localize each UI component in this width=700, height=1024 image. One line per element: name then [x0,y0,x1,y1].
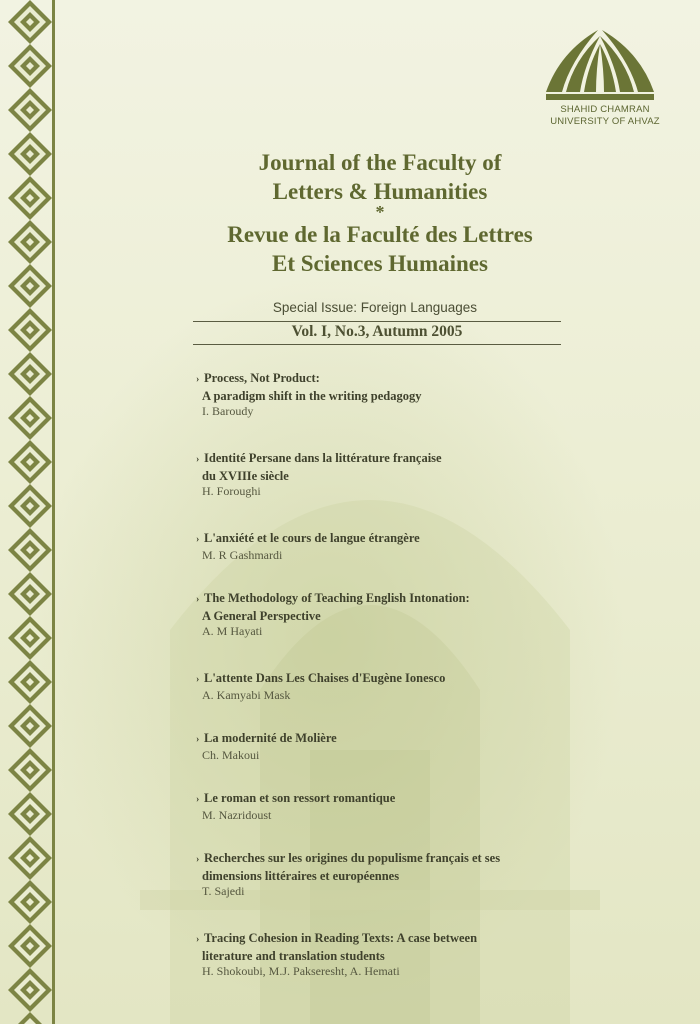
entry-title-line [196,590,616,608]
entry-author: T. Sajedi [202,884,245,898]
entry-title: Tracing Cohesion in Reading Texts: A case between [204,931,478,945]
entry-author: M. Nazridoust [202,808,272,822]
diamond-border-decoration [0,0,60,1024]
title-english-line1: Journal of the Faculty of [258,150,502,175]
chevron-right-icon: › [196,534,200,545]
entry-title: L'attente Dans Les Chaises d'Eugène Ionesco [204,671,446,685]
entry-author: H. Shokoubi, M.J. Pakseresht, A. Hemati [202,964,400,978]
entry-title: Recherches sur les origines du populisme français et ses [204,851,501,865]
chevron-right-icon: › [196,854,200,865]
contents-entry [196,450,616,499]
entry-author: Ch. Makoui [202,748,260,762]
entry-title: La modernité de Molière [204,731,337,745]
entry-title-line [196,670,616,688]
contents-entry [196,530,616,563]
special-issue-label: Special Issue: Foreign Languages [272,300,478,315]
entry-title: Process, Not Product: [204,371,320,385]
contents-entry [196,790,616,823]
title-separator: * [375,202,385,222]
volume-rule-top [193,321,561,322]
entry-subtitle: A paradigm shift in the writing pedagogy [202,389,422,403]
university-name [520,104,690,128]
entry-author: A. M Hayati [202,624,263,638]
contents-entry [196,670,616,703]
journal-title-block [160,148,600,278]
entry-title: L'anxiété et le cours de langue étrangère [204,531,420,545]
contents-entry [196,850,616,899]
entry-subtitle: dimensions littéraires et européennes [202,869,400,883]
diamond-shape [14,1018,46,1024]
university-name-line2: UNIVERSITY OF AHVAZ [550,116,660,127]
university-name-line1: SHAHID CHAMRAN [560,104,650,115]
title-french-line2: Et Sciences Humaines [272,251,488,276]
chevron-right-icon: › [196,374,200,385]
entry-author: H. Foroughi [202,484,261,498]
entry-title-line [196,450,616,468]
university-logo-icon [540,22,660,102]
entry-title-line [196,850,616,868]
title-french-line1: Revue de la Faculté des Lettres [227,222,533,247]
entry-title-line [196,790,616,808]
volume-info: Vol. I, No.3, Autumn 2005 [291,323,463,340]
entry-title: Le roman et son ressort romantique [204,791,396,805]
entry-subtitle: literature and translation students [202,949,385,963]
title-english-line2: Letters & Humanities [272,179,488,204]
chevron-right-icon: › [196,594,200,605]
entry-title-line [196,930,616,948]
entry-title: The Methodology of Teaching English Intonation: [204,591,470,605]
entry-title-line [196,530,616,548]
chevron-right-icon: › [196,794,200,805]
entry-author: I. Baroudy [202,404,254,418]
chevron-right-icon: › [196,734,200,745]
contents-entry [196,730,616,763]
entry-subtitle: du XVIIIe siècle [202,469,289,483]
entry-author: M. R Gashmardi [202,548,283,562]
chevron-right-icon: › [196,934,200,945]
entry-title-line [196,370,616,388]
volume-rule-bottom [193,344,561,345]
chevron-right-icon: › [196,454,200,465]
contents-entry [196,930,616,979]
entry-author: A. Kamyabi Mask [202,688,291,702]
contents-entry [196,590,616,639]
entry-subtitle: A General Perspective [202,609,321,623]
entry-title: Identité Persane dans la littérature française [204,451,442,465]
chevron-right-icon: › [196,674,200,685]
contents-entry [196,370,616,419]
border-edge-line [52,0,55,1024]
entry-title-line [196,730,616,748]
